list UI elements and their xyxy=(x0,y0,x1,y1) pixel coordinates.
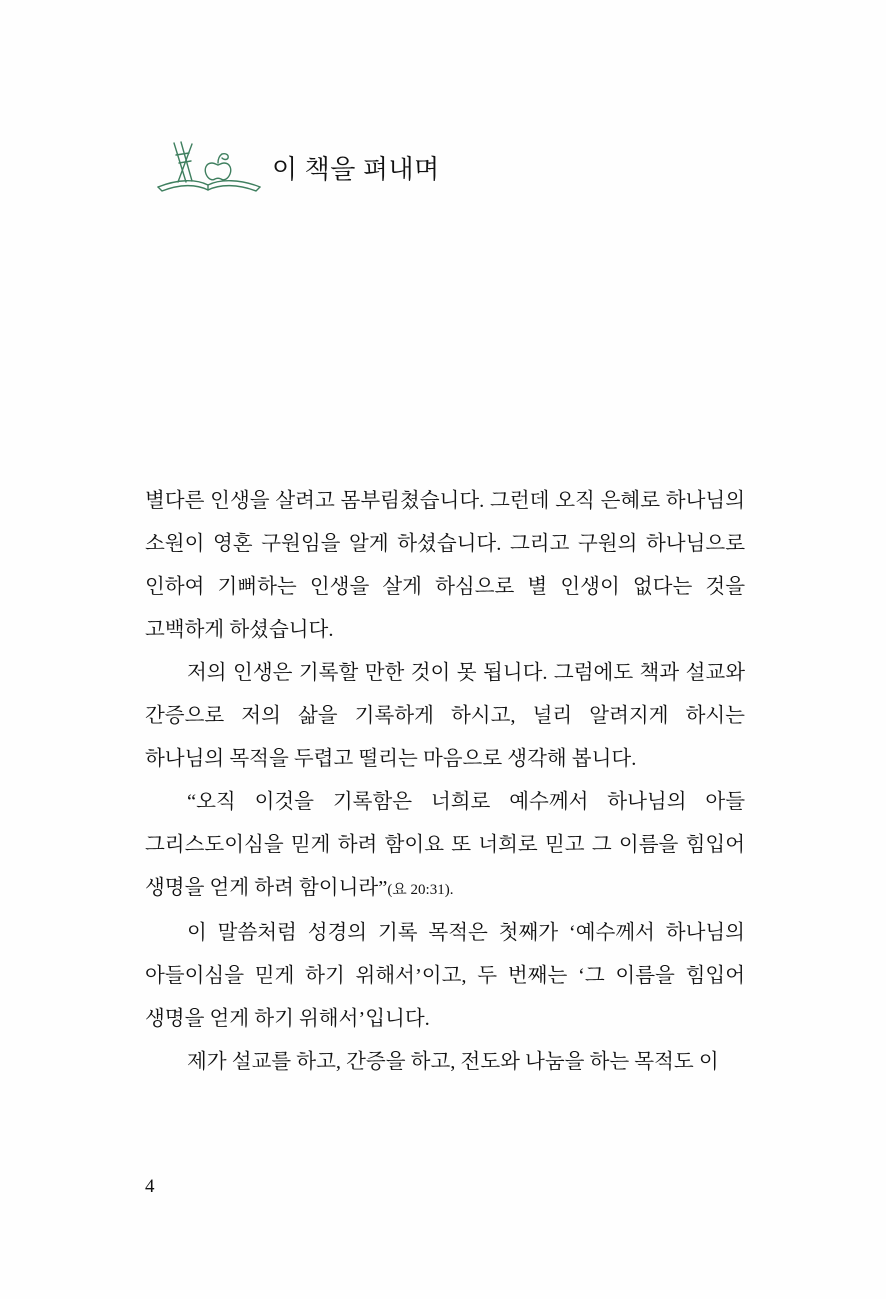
paragraph: 별다른 인생을 살려고 몸부림쳤습니다. 그런데 오직 은혜로 하나님의 소원이 영혼 구원임을 알게 하셨습니다. 그리고 구원의 하나님으로 인하여 기뻐하는 인생을 살게 하심으로 별 인생이 없다는 것을 고백하게 하셨습니다. xyxy=(145,490,745,641)
open-book-with-apple-and-pencils-icon xyxy=(148,135,266,199)
paragraph-quote xyxy=(145,781,745,912)
chapter-header xyxy=(148,132,748,202)
body-text xyxy=(145,480,745,1084)
paragraph: 이 말씀처럼 성경의 기록 목적은 첫째가 ‘예수께서 하나님의 아들이심을 믿게 하기 위해서’이고, 두 번째는 ‘그 이름을 힘입어 생명을 얻게 하기 위해서’입니다. xyxy=(145,922,745,1030)
paragraph: 제가 설교를 하고, 간증을 하고, 전도와 나눔을 하는 목적도 이 xyxy=(187,1051,719,1073)
paragraph: 저의 인생은 기록할 만한 것이 못 됩니다. 그럼에도 책과 설교와 간증으로 저의 삶을 기록하게 하시고, 널리 알려지게 하시는 하나님의 목적을 두렵고 떨리는 마음으로 생각해 봅니다. xyxy=(145,662,745,770)
page-title: 이 책을 펴내며 xyxy=(272,154,440,184)
page-number: 4 xyxy=(145,1176,155,1197)
scripture-reference: (요 20:31). xyxy=(387,882,454,898)
quote-text: “오직 이것을 기록함은 너희로 예수께서 하나님의 아들 그리스도이심을 믿게 하려 함이요 또 너희로 믿고 그 이름을 힘입어 생명을 얻게 하려 함이니라” xyxy=(145,791,745,899)
